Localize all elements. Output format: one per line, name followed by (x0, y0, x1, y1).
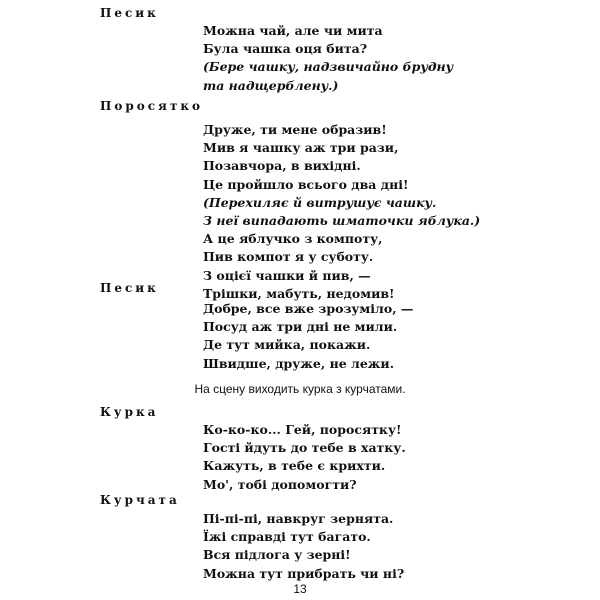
dialogue-block (203, 22, 453, 95)
stage-direction-line: (Перехиляє й витрушує чашку. (203, 194, 437, 210)
dialogue-line: З оцієї чашки й пив, — (203, 267, 371, 283)
dialogue-line: Де тут мийка, покажи. (203, 337, 371, 353)
dialogue-line: Добре, все вже зрозуміло, — (203, 301, 414, 316)
dialogue-block (203, 300, 413, 373)
dialogue-line: Можна чай, але чи мита (203, 23, 383, 38)
dialogue-line: Ко-ко-ко... Гей, поросятку! (203, 422, 402, 437)
dialogue-line: Можна тут прибрать чи ні? (203, 565, 405, 581)
dialogue-block (203, 421, 406, 494)
dialogue-block (203, 510, 404, 583)
dialogue-line: Позавчора, в вихідні. (203, 158, 361, 174)
dialogue-line: Пі-пі-пі, навкруг зернята. (203, 511, 394, 526)
dialogue-line: Вся підлога у зерні! (203, 547, 351, 563)
speaker-name: Курчата (100, 493, 180, 507)
dialogue-line: Швидше, друже, не лежи. (203, 355, 395, 371)
dialogue-line: Пив компот я у суботу. (203, 249, 374, 265)
stage-direction-line: З неї випадають шматочки яблука.) (203, 213, 481, 229)
stage-direction: На сцену виходить курка з курчатами. (194, 382, 406, 396)
dialogue-line: Посуд аж три дні не мили. (203, 319, 398, 335)
page-number: 13 (293, 582, 307, 596)
dialogue-line: А це яблучко з компоту, (203, 231, 383, 247)
dialogue-line: Мо', тобі допомогти? (203, 476, 357, 492)
speaker-name: Курка (100, 405, 159, 419)
dialogue-line: Друже, ти мене образив! (203, 122, 387, 137)
dialogue-line: Це пройшло всього два дні! (203, 176, 409, 192)
stage-direction-line: та надщерблену.) (203, 77, 339, 93)
dialogue-line: Гості йдуть до тебе в хатку. (203, 440, 406, 456)
dialogue-line: Їжі справді тут багато. (203, 529, 371, 545)
dialogue-block (203, 121, 480, 303)
speaker-name: Песик (100, 6, 159, 20)
dialogue-line: Була чашка оця бита? (203, 41, 368, 57)
dialogue-line: Кажуть, в тебе є крихти. (203, 458, 386, 474)
speaker-name: Поросятко (100, 99, 204, 113)
dialogue-line: Мив я чашку аж три рази, (203, 140, 399, 156)
dialogue-line: Трішки, мабуть, недомив! (203, 285, 395, 301)
stage-direction-line: (Бере чашку, надзвичайно брудну (203, 59, 454, 75)
speaker-name: Песик (100, 281, 159, 295)
